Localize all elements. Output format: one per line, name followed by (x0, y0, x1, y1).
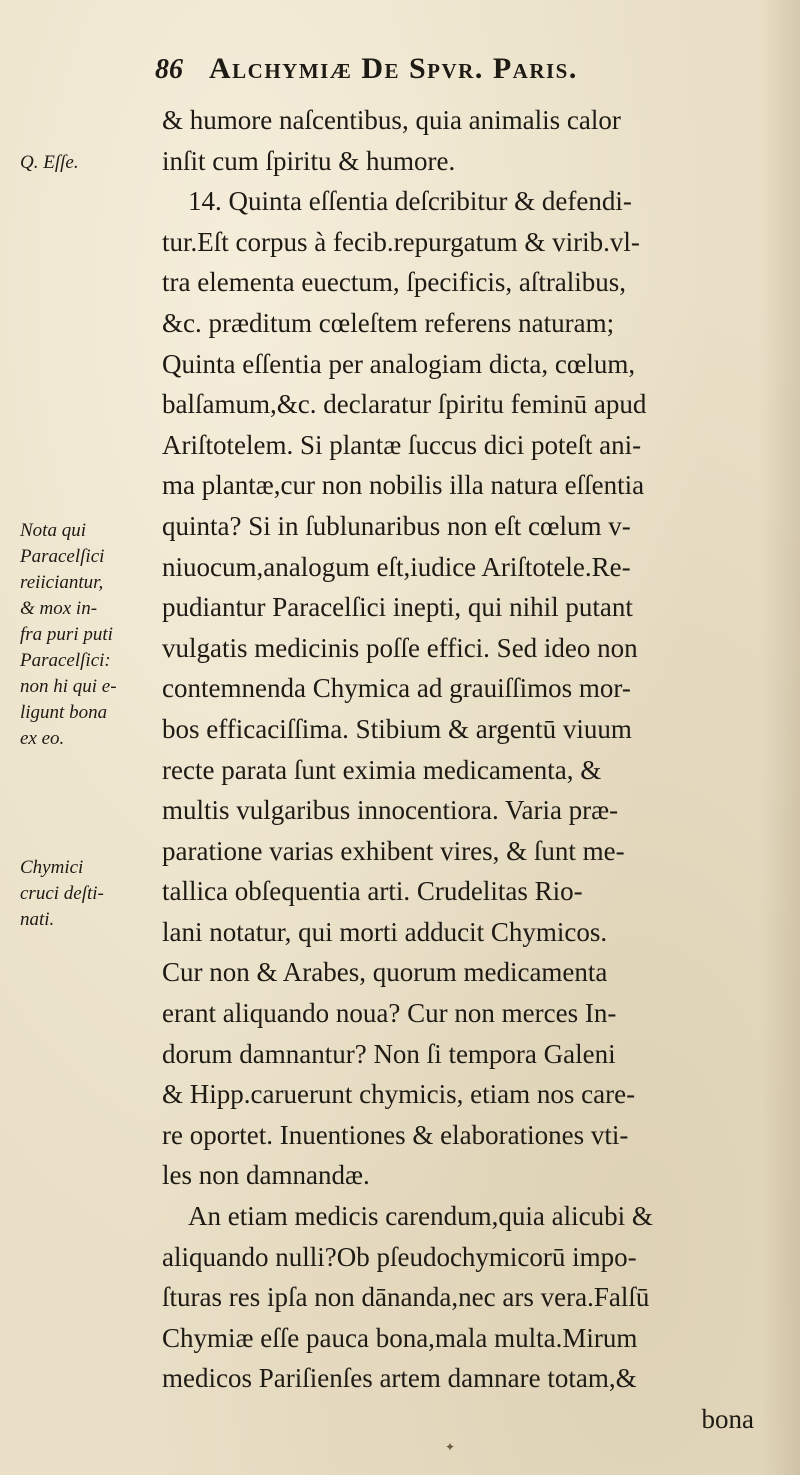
text-line: Cur non & Arabes, quorum medicamenta (162, 957, 608, 988)
margin-note-line: non hi qui e- (20, 676, 117, 697)
margin-note-chymici (20, 855, 150, 933)
text-line: inſit cum ſpiritu & humore. (162, 145, 456, 176)
margin-note-essence (20, 150, 150, 176)
text-line: ſturas res ipſa non dānanda,nec ars vera.Falſū (162, 1282, 650, 1313)
text-line: balſamum,&c. declaratur ſpiritu feminū apud (162, 389, 647, 420)
text-line: Chymiæ eſſe pauca bona,mala multa.Mirum (162, 1322, 638, 1353)
print-mark: ✦ (445, 1440, 456, 1454)
margin-note-line: & mox in- (20, 598, 98, 619)
text-line: vulgatis medicinis poſſe effici. Sed ideo non (162, 632, 638, 663)
text-line: re oportet. Inuentiones & elaborationes vti- (162, 1119, 629, 1150)
text-line: An etiam medicis carendum,quia alicubi & (188, 1201, 653, 1232)
text-line: recte parata ſunt eximia medicamenta, & (162, 754, 602, 785)
text-line: bos efficaciſſima. Stibium & argentū viuum (162, 713, 632, 744)
text-line: multis vulgaribus innocentiora. Varia præ- (162, 795, 619, 826)
text-line: les non damnandæ. (162, 1160, 370, 1191)
text-line: & humore naſcentibus, quia animalis calor (162, 105, 621, 135)
margin-note-line: ex eo. (20, 728, 65, 749)
text-line: tur.Eſt corpus à fecib.repurgatum & virib.vl- (162, 226, 640, 257)
text-line: 14. Quinta eſſentia deſcribitur & defendi- (188, 186, 632, 217)
text-line: medicos Pariſienſes artem damnare totam,& (162, 1363, 637, 1394)
margin-note-line: Chymici (20, 857, 84, 878)
margin-note-line: Paracelſici (20, 546, 105, 567)
text-line: lani notatur, qui morti adducit Chymicos. (162, 916, 608, 947)
text-line: contemnenda Chymica ad grauiſſimos mor- (162, 673, 631, 704)
text-line: dorum damnantur? Non ſi tempora Galeni (162, 1038, 616, 1069)
text-line: tallica obſequentia arti. Crudelitas Rio- (162, 876, 583, 907)
margin-note-line: ligunt bona (20, 702, 108, 723)
margin-note-paracelsians (20, 518, 150, 752)
page-header (155, 52, 715, 96)
text-line: niuocum,analogum eſt,iudice Ariſtotele.Re- (162, 551, 631, 582)
margin-note-line: Nota qui (20, 520, 86, 541)
text-line: tra elementa euectum, ſpecificis, aſtralibus, (162, 267, 627, 298)
margin-note-line: Q. Eſſe. (20, 152, 79, 173)
text-line: Quinta eſſentia per analogiam dicta, cœlum, (162, 348, 636, 379)
margin-note-line: cruci deſti- (20, 883, 104, 904)
text-line: &c. præditum cœleſtem referens naturam; (162, 307, 615, 338)
text-line: paratione varias exhibent vires, & ſunt me- (162, 835, 625, 866)
text-line: erant aliquando noua? Cur non merces In- (162, 998, 617, 1029)
margin-note-line: reiiciantur, (20, 572, 104, 593)
body-text (162, 100, 782, 1440)
text-line: ma plantæ,cur non nobilis illa natura eſſentia (162, 470, 645, 501)
running-head: Alchymiæ De Spvr. Paris. (209, 52, 578, 85)
text-line: aliquando nulli?Ob pſeudochymicorū impo- (162, 1241, 637, 1272)
margin-note-line: nati. (20, 909, 55, 930)
margin-note-line: Paracelſici: (20, 650, 111, 671)
text-line: Ariſtotelem. Si plantæ ſuccus dici poteſt ani- (162, 429, 642, 460)
text-line: pudiantur Paracelſici inepti, qui nihil putant (162, 592, 633, 623)
margin-note-line: fra puri puti (20, 624, 113, 645)
text-line: & Hipp.caruerunt chymicis, etiam nos care- (162, 1079, 636, 1110)
page-number: 86 (155, 54, 183, 85)
text-line: quinta? Si in ſublunaribus non eſt cœlum v- (162, 510, 631, 541)
catchword: bona (701, 1404, 754, 1434)
